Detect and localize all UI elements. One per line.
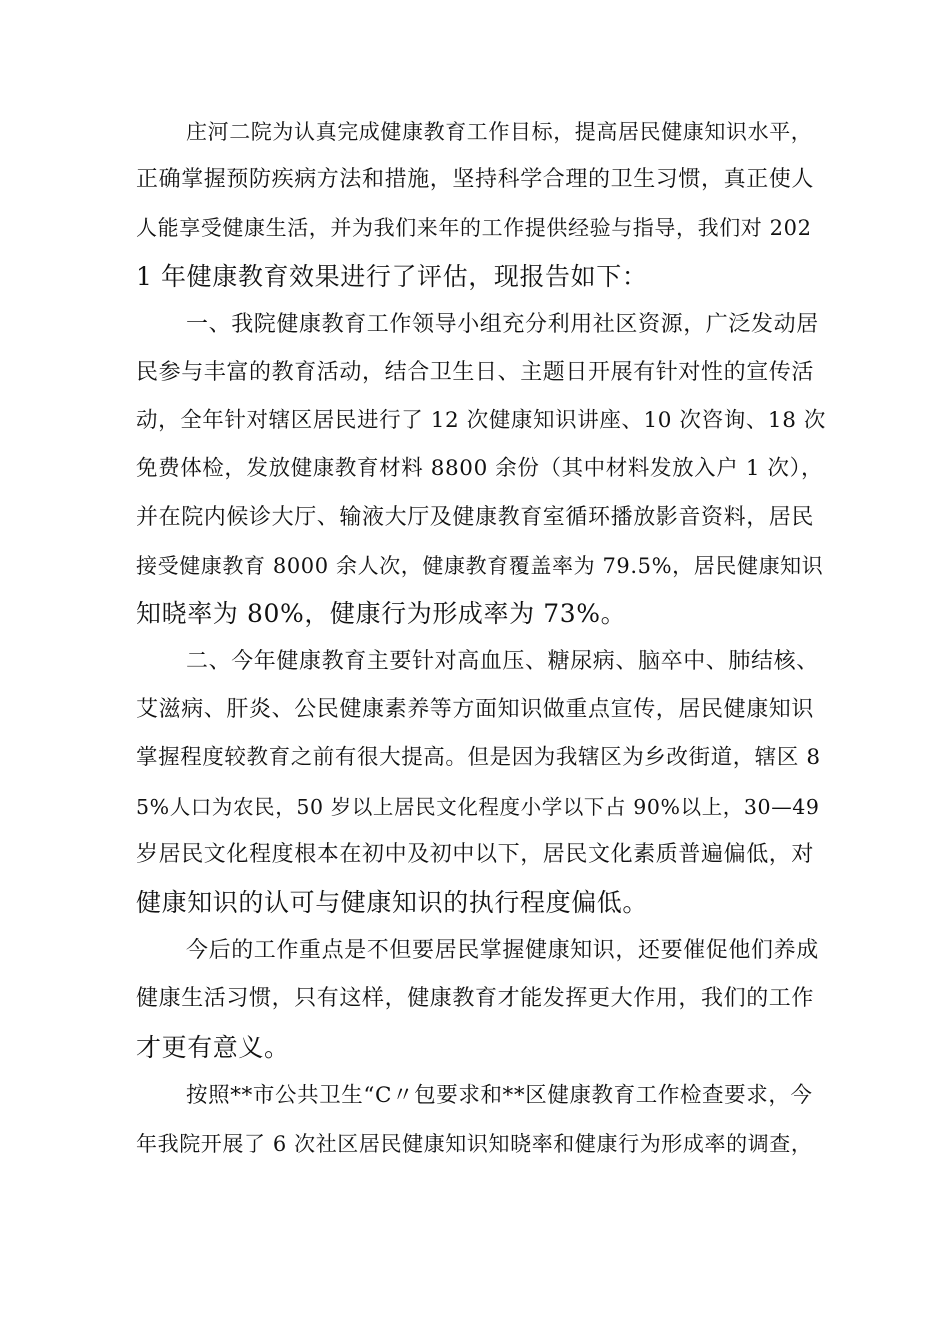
text-line: 掌握程度较教育之前有很大提高。但是因为我辖区为乡改街道，辖区 8 <box>136 745 821 771</box>
text-line: 二、今年健康教育主要针对高血压、糖尿病、脑卒中、肺结核、 <box>186 649 819 675</box>
text-line: 健康生活习惯，只有这样，健康教育才能发挥更大作用，我们的工作 <box>136 986 815 1012</box>
text-line: 知晓率为 80%，健康行为形成率为 73%。 <box>136 598 627 628</box>
text-line: 民参与丰富的教育活动，结合卫生日、主题日开展有针对性的宣传活 <box>136 359 815 385</box>
text-line: 一、我院健康教育工作领导小组充分利用社区资源，广泛发动居 <box>186 311 819 337</box>
text-line: 1 年健康教育效果进行了评估，现报告如下： <box>136 261 648 291</box>
text-line: 正确掌握预防疾病方法和措施，坚持科学合理的卫生习惯，真正使人 <box>136 167 815 193</box>
paragraph-survey <box>136 1080 826 1176</box>
text-line: 接受健康教育 8000 余人次，健康教育覆盖率为 79.5%，居民健康知识 <box>136 553 824 578</box>
text-line: 免费体检，发放健康教育材料 8800 余份（其中材料发放入户 1 次）， <box>136 456 824 482</box>
text-line: 才更有意义。 <box>136 1032 290 1062</box>
text-line: 今后的工作重点是不但要居民掌握健康知识，还要催促他们养成 <box>186 938 819 964</box>
text-line: 岁居民文化程度根本在初中及初中以下，居民文化素质普遍偏低，对 <box>136 841 815 867</box>
paragraph-intro <box>136 116 826 309</box>
text-line: 动，全年针对辖区居民进行了 12 次健康知识讲座、10 次咨询、18 次 <box>136 408 827 434</box>
text-line: 庄河二院为认真完成健康教育工作目标，提高居民健康知识水平， <box>186 120 813 144</box>
text-line: 人能享受健康生活，并为我们来年的工作提供经验与指导，我们对 202 <box>136 216 812 241</box>
text-line: 健康知识的认可与健康知识的执行程度偏低。 <box>136 888 649 917</box>
paragraph-future-focus <box>136 935 826 1080</box>
document-body <box>136 116 826 1176</box>
text-line: 并在院内候诊大厅、输液大厅及健康教育室循环播放影音资料，居民 <box>136 504 815 530</box>
text-line: 年我院开展了 6 次社区居民健康知识知晓率和健康行为形成率的调查， <box>136 1131 813 1156</box>
text-line: 艾滋病、肝炎、公民健康素养等方面知识做重点宣传，居民健康知识 <box>136 697 815 723</box>
text-line: 按照**市公共卫生“C〃包要求和**区健康教育工作检查要求，今 <box>186 1082 813 1108</box>
text-line: 5%人口为农民，50 岁以上居民文化程度小学以下占 90%以上，30—49 <box>136 794 820 819</box>
paragraph-section-one <box>136 309 826 646</box>
paragraph-section-two <box>136 646 826 935</box>
